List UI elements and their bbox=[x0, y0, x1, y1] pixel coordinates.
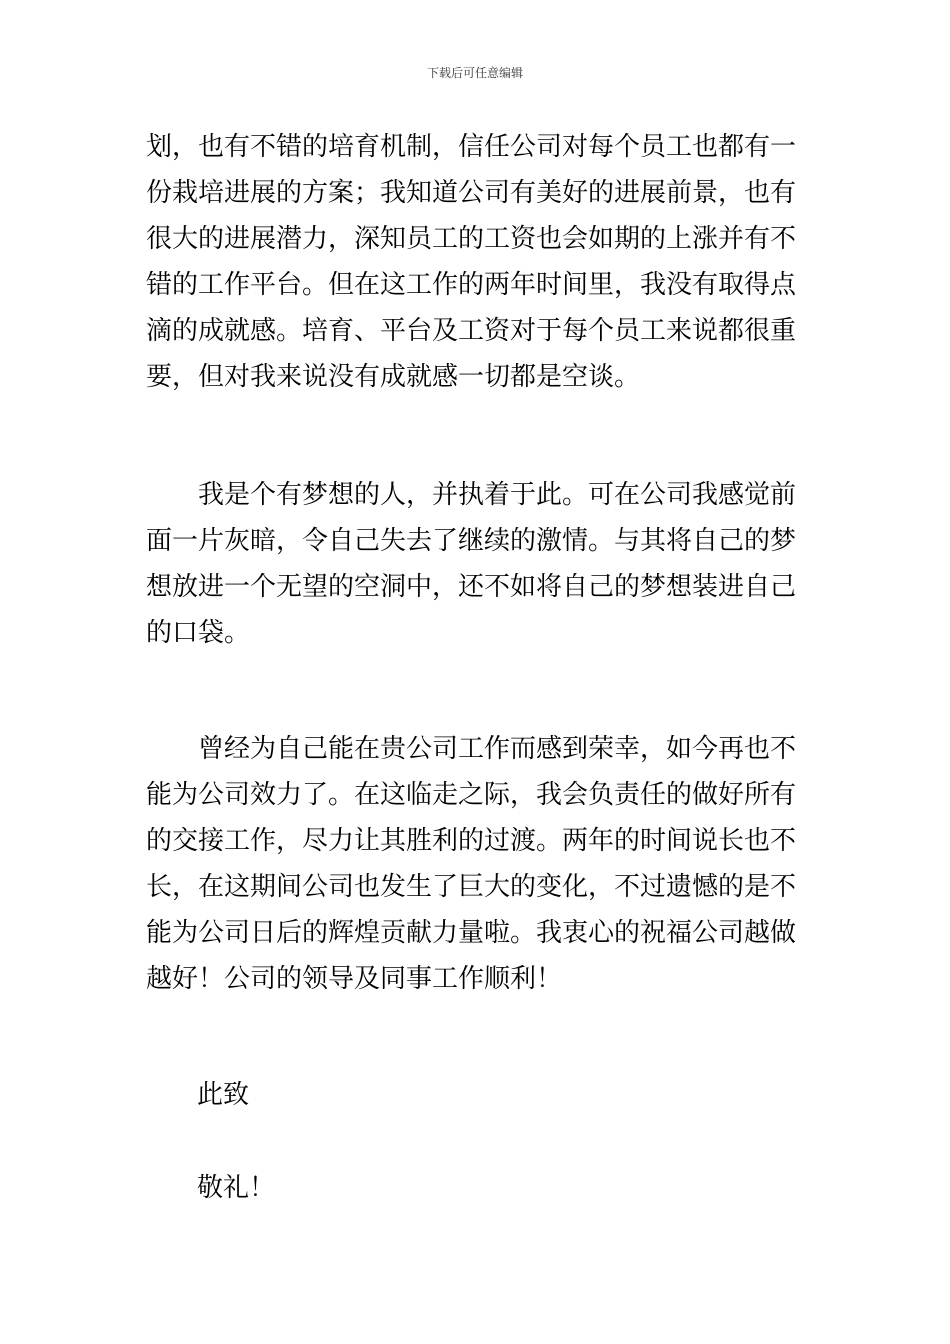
paragraph-line: 曾经为自己能在贵公司工作而感到荣幸，如今再也不 bbox=[146, 734, 797, 764]
paragraph-line: 很大的进展潜力，深知员工的工资也会如期的上涨并有不 bbox=[146, 224, 797, 254]
paragraph-line: 的口袋。 bbox=[146, 618, 251, 648]
closing-salutation: 此致 bbox=[197, 1080, 250, 1110]
page-header: 下载后可任意编辑 bbox=[426, 66, 523, 80]
paragraph-line: 划，也有不错的培育机制，信任公司对每个员工也都有一 bbox=[146, 132, 797, 162]
paragraph-2 bbox=[146, 472, 806, 656]
paragraph-line: 要，但对我来说没有成就感一切都是空谈。 bbox=[146, 362, 641, 392]
paragraph-1 bbox=[146, 124, 806, 400]
paragraph-line: 面一片灰暗，令自己失去了继续的激情。与其将自己的梦 bbox=[146, 526, 797, 556]
paragraph-3 bbox=[146, 726, 806, 1002]
paragraph-line: 的交接工作，尽力让其胜利的过渡。两年的时间说长也不 bbox=[146, 826, 797, 856]
closing-regards: 敬礼！ bbox=[197, 1173, 276, 1203]
paragraph-line: 越好！公司的领导及同事工作顺利！ bbox=[146, 964, 563, 994]
paragraph-line: 错的工作平台。但在这工作的两年时间里，我没有取得点 bbox=[146, 270, 797, 300]
paragraph-line: 我是个有梦想的人，并执着于此。可在公司我感觉前 bbox=[146, 480, 797, 510]
paragraph-line: 滴的成就感。培育、平台及工资对于每个员工来说都很重 bbox=[146, 316, 797, 346]
paragraph-line: 长，在这期间公司也发生了巨大的变化，不过遗憾的是不 bbox=[146, 872, 797, 902]
paragraph-line: 想放进一个无望的空洞中，还不如将自己的梦想装进自己 bbox=[146, 572, 797, 602]
paragraph-line: 能为公司日后的辉煌贡献力量啦。我衷心的祝福公司越做 bbox=[146, 918, 797, 948]
paragraph-line: 份栽培进展的方案；我知道公司有美好的进展前景，也有 bbox=[146, 178, 797, 208]
paragraph-line: 能为公司效力了。在这临走之际，我会负责任的做好所有 bbox=[146, 780, 797, 810]
